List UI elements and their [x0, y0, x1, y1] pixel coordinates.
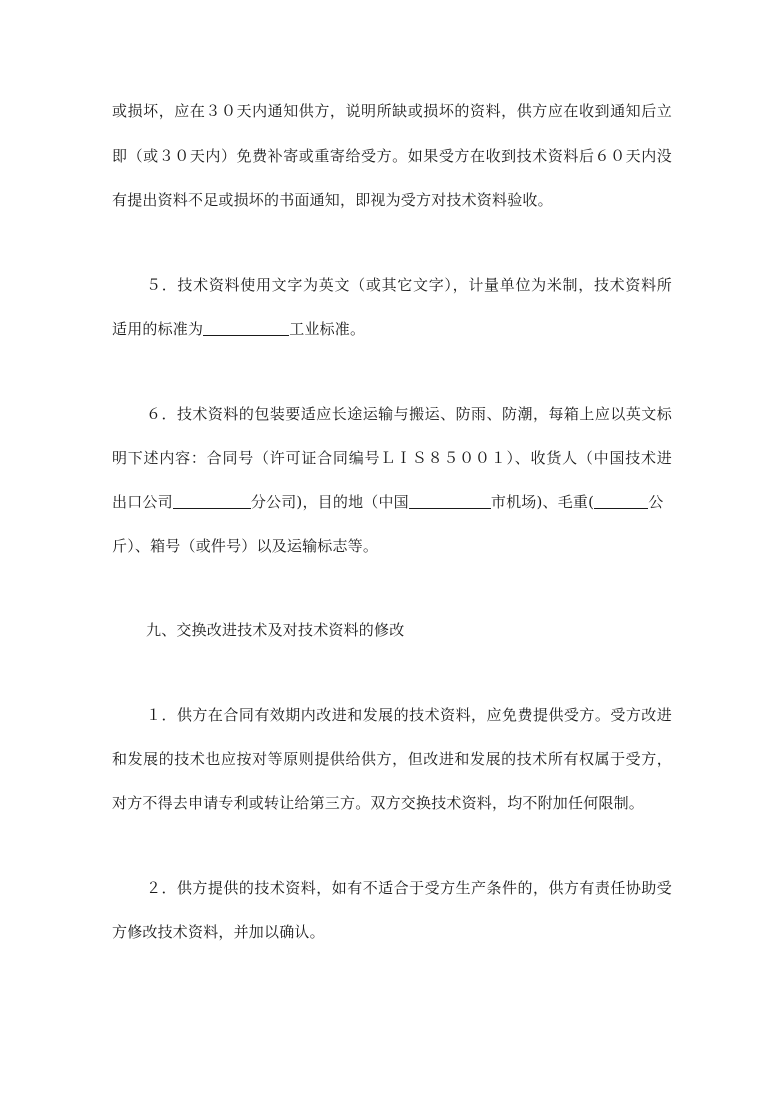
paragraph-line: ６．技术资料的包装要适应长途运输与搬运、防雨、防潮，每箱上应以英文标	[146, 405, 672, 423]
paragraph-line: 有提出资料不足或损坏的书面通知，即视为受方对技术资料验收。	[112, 191, 553, 209]
section-heading: 九、交换改进技术及对技术资料的修改	[146, 621, 405, 639]
text-span: 分公司)，目的地（中国	[250, 493, 409, 511]
paragraph-line: ５．技术资料使用文字为英文（或其它文字），计量单位为米制，技术资料所	[146, 276, 672, 294]
paragraph-line: 和发展的技术也应按对等原则提供给供方，但改进和发展的技术所有权属于受方，	[112, 750, 672, 768]
paragraph-line: 即（或３０天内）免费补寄或重寄给受方。如果受方在收到技术资料后６０天内没	[112, 147, 672, 165]
paragraph-line: 方修改技术资料，并加以确认。	[112, 923, 325, 941]
text-span: 出口公司	[112, 493, 173, 511]
paragraph-line: ２．供方提供的技术资料，如有不适合于受方生产条件的，供方有责任协助受	[146, 879, 672, 897]
fill-in-blank	[173, 492, 251, 509]
paragraph-line: 明下述内容：合同号（许可证合同编号ＬＩＳ８５００１）、收货人（中国技术进	[112, 449, 672, 467]
fill-in-blank	[409, 492, 491, 509]
fill-in-blank	[203, 319, 289, 336]
paragraph-line	[112, 492, 672, 512]
text-span: 公	[648, 493, 664, 511]
paragraph-line	[112, 319, 672, 339]
fill-in-blank	[594, 492, 648, 509]
text-span: 适用的标准为	[112, 320, 204, 338]
text-span: 市机场)、毛重(	[490, 493, 595, 511]
paragraph-line: 或损坏，应在３０天内通知供方，说明所缺或损坏的资料，供方应在收到通知后立	[112, 102, 672, 120]
paragraph-line: 斤）、箱号（或件号）以及运输标志等。	[112, 537, 379, 555]
paragraph-line: 对方不得去申请专利或转让给第三方。双方交换技术资料，均不附加任何限制。	[112, 794, 645, 812]
paragraph-line: １．供方在合同有效期内改进和发展的技术资料，应免费提供受方。受方改进	[146, 706, 672, 724]
text-span: 工业标准。	[289, 320, 366, 338]
